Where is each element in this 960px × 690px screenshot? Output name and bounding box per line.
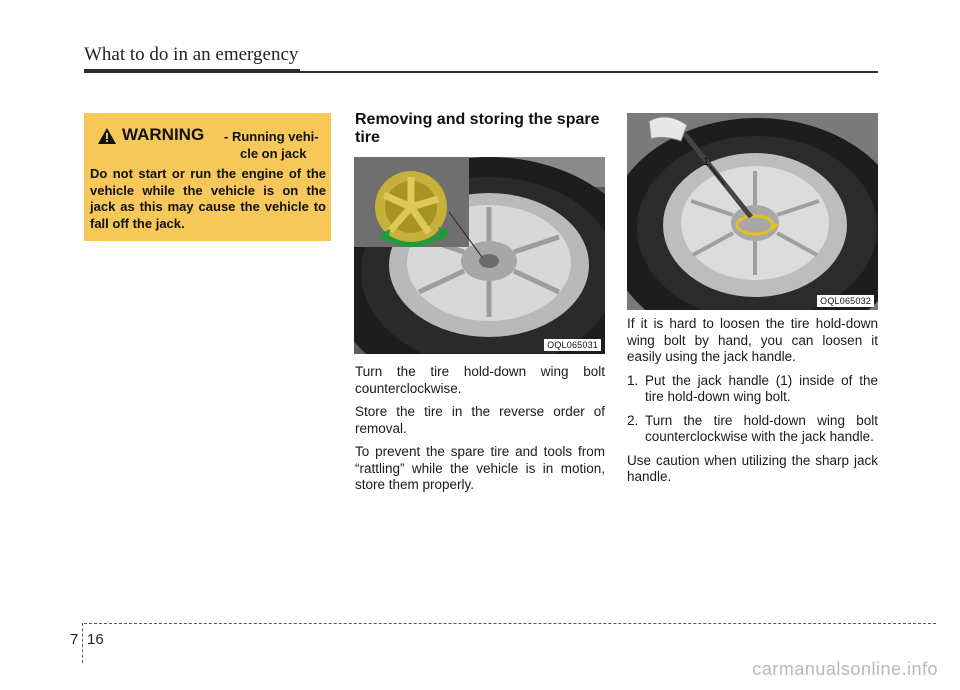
step-2 [627,413,878,446]
section-title: Removing and storing the spare tire [355,111,600,146]
watermark-text: carmanualsonline.info [752,659,938,679]
jack-handle-photo [627,113,878,310]
warning-text: Do not start or run the engine of the vehicle while the vehicle is on the jack as this may cause the vehicle to fall off the jack. [90,166,326,231]
page-header-title: What to do in an emergency [84,44,299,65]
step-number: 1. [627,372,639,388]
callout-1-label: 1 [703,156,710,168]
spare-tire-illustration [354,157,605,354]
footer-rule [84,623,936,624]
step-1 [627,373,878,406]
warning-subtitle-line1: - Running vehi- [224,129,319,144]
warning-triangle-icon [98,128,116,144]
warning-subtitle-line2: cle on jack [240,146,307,161]
page-number: 16 [87,631,104,648]
step-text: Put the jack handle (1) inside of the tire hold-down wing bolt. [645,372,878,404]
paragraph-store-tire: Store the tire in the reverse order of removal. [355,404,605,436]
chapter-number: 7 [70,631,79,648]
photo-code-label: OQL065032 [817,295,874,307]
jack-handle-illustration [627,113,878,310]
header-rule [300,71,878,73]
footer-divider [82,623,83,663]
photo-code-label: OQL065031 [544,339,601,351]
paragraph-intro: If it is hard to loosen the tire hold-down wing bolt by hand, you can loosen it easily using the jack handle. [627,316,878,364]
paragraph-turn-bolt: Turn the tire hold-down wing bolt counterclockwise. [355,364,605,396]
header-tab-bar [84,69,300,73]
section-body [355,364,605,501]
step-text: Turn the tire hold-down wing bolt counterclockwise with the jack handle. [645,412,878,444]
paragraph-prevent-rattling: To prevent the spare tire and tools from “rattling” while the vehicle is in motion, store them properly. [355,444,605,492]
right-column-body [627,316,878,493]
spare-tire-photo [354,157,605,354]
step-number: 2. [627,412,639,428]
warning-box [84,113,331,241]
paragraph-caution: Use caution when utilizing the sharp jack handle. [627,452,878,484]
warning-word: WARNING [122,125,205,144]
